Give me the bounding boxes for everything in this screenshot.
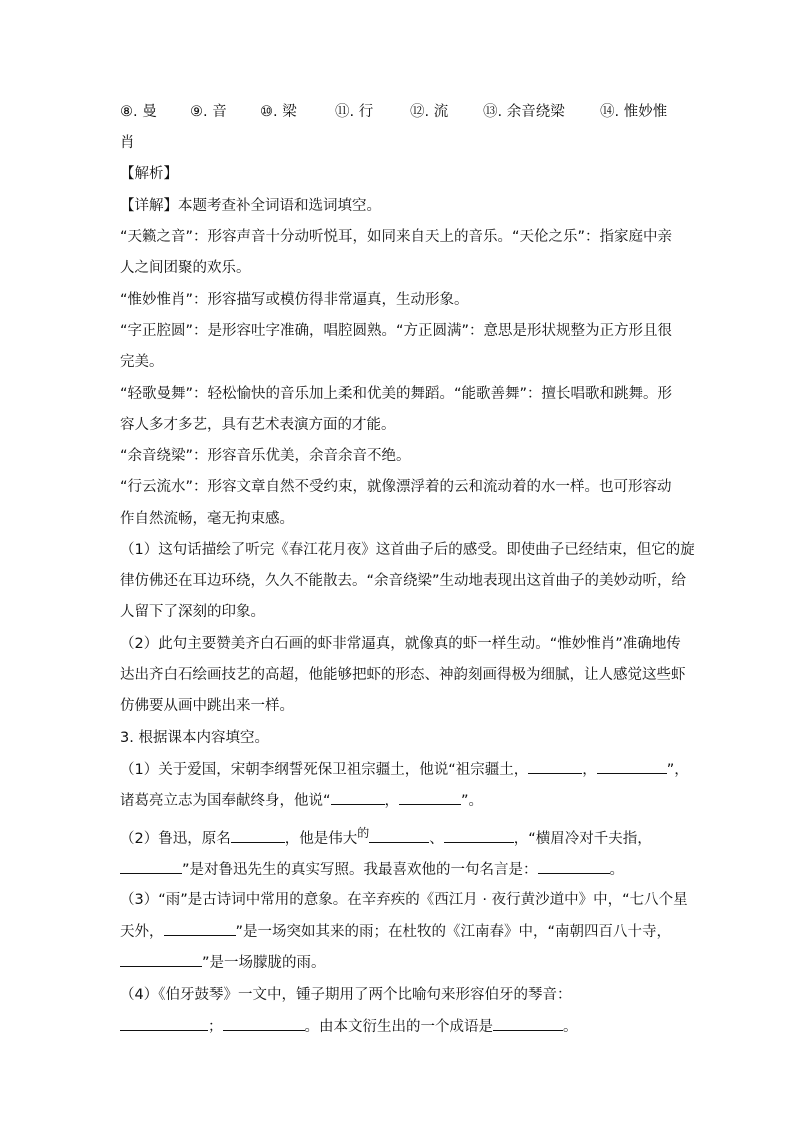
detail-paragraph: 人留下了深刻的印象。 — [120, 604, 265, 620]
question-text: 、 — [429, 831, 444, 847]
question-text: ”是一场突如其来的雨；在杜牧的《江南春》中，“南朝四百八十寺， — [235, 924, 672, 940]
answer-9: ⑨. 音 — [190, 104, 227, 120]
detail-paragraph: 达出齐白石绘画技艺的高超，他能够把虾的形态、神韵刻画得极为细腻，让人感觉这些虾 — [120, 667, 686, 683]
question-text: ，“横眉冷对千夫指， — [513, 831, 652, 847]
detail-paragraph: 人之间团聚的欢乐。 — [120, 260, 251, 276]
detail-paragraph: 仿佛要从画中跳出来一样。 — [120, 698, 294, 714]
question-text: ； — [208, 1019, 223, 1035]
fill-blank[interactable] — [331, 790, 385, 805]
fill-blank[interactable] — [120, 952, 202, 967]
question-text: ”是对鲁迅先生的真实写照。我最喜欢他的一句名言是： — [182, 862, 538, 878]
question-text: 天外， — [120, 924, 164, 940]
fill-blank[interactable] — [164, 921, 236, 936]
fill-blank[interactable] — [120, 1016, 208, 1031]
question-3-item-3-cont — [120, 921, 671, 942]
question-text: ， — [582, 762, 597, 778]
answer-8: ⑧. 曼 — [120, 104, 157, 120]
fill-blank[interactable] — [223, 1016, 305, 1031]
question-text: 。 — [609, 862, 625, 878]
fill-blank[interactable] — [528, 759, 582, 774]
question-3-item-2 — [120, 828, 652, 849]
question-text: ”是一场朦胧的雨。 — [202, 955, 326, 971]
detail-paragraph: 律仿佛还在耳边环绕，久久不能散去。“余音绕梁”生动地表现出这首曲子的美妙动听，给 — [120, 573, 687, 589]
answer-14: ⑭. 惟妙惟 — [600, 104, 668, 120]
question-3-item-3: （3）“雨”是古诗词中常用的意象。在辛弃疾的《西江月 · 夜行黄沙道中》中，“七八个星 — [120, 892, 688, 908]
question-text: ，他是伟大 — [284, 831, 358, 847]
question-text: （2）鲁迅，原名 — [120, 831, 231, 847]
fill-blank[interactable] — [399, 790, 461, 805]
question-text: 。由本文衍生出的一个成语是 — [304, 1019, 493, 1035]
question-text: 的 — [357, 826, 370, 840]
detail-paragraph: “惟妙惟肖”：形容描写或模仿得非常逼真，生动形象。 — [120, 292, 469, 308]
detail-paragraph: （2）此句主要赞美齐白石画的虾非常逼真，就像真的虾一样生动。“惟妙惟肖”准确地传 — [120, 636, 681, 652]
question-text: ， — [384, 793, 400, 809]
detail-paragraph: “行云流水”：形容文章自然不受约束，就像漂浮着的云和流动着的水一样。也可形容动 — [120, 479, 672, 495]
fill-blank[interactable] — [231, 828, 285, 843]
detail-paragraph: 完美。 — [120, 354, 164, 370]
detail-paragraph: 容人多才多艺，具有艺术表演方面的才能。 — [120, 417, 396, 433]
fill-blank[interactable] — [538, 859, 610, 874]
question-3-item-1 — [120, 759, 689, 780]
question-3-item-2-cont — [120, 859, 624, 880]
detail-paragraph: 作自然流畅，毫无拘束感。 — [120, 511, 294, 527]
analysis-heading: 【解析】 — [120, 166, 178, 182]
fill-blank[interactable] — [120, 859, 182, 874]
question-text: 诸葛亮立志为国奉献终身，他说“ — [120, 793, 331, 809]
question-3-item-1-cont — [120, 790, 483, 811]
question-text: ”， — [666, 762, 689, 778]
answer-13: ⑬. 余音绕梁 — [483, 104, 565, 120]
detail-intro: 【详解】本题考查补全词语和选词填空。 — [120, 198, 381, 214]
detail-paragraph: （1）这句话描绘了听完《春江花月夜》这首曲子后的感受。即使曲子已经结束，但它的旋 — [120, 542, 695, 558]
answer-10: ⑩. 梁 — [260, 104, 297, 120]
answer-12: ⑫. 流 — [410, 104, 449, 120]
question-3-item-3-cont2 — [120, 952, 326, 973]
fill-blank[interactable] — [493, 1016, 563, 1031]
question-3-item-4: （4）《伯牙鼓琴》一文中，锺子期用了两个比喻句来形容伯牙的琴音： — [120, 987, 572, 1003]
question-3-item-4-cont — [120, 1016, 578, 1037]
question-text: （1）关于爱国，宋朝李纲誓死保卫祖宗疆土，他说“祖宗疆土， — [120, 762, 529, 778]
detail-paragraph: “天籁之音”：形容声音十分动听悦耳，如同来自天上的音乐。“天伦之乐”：指家庭中亲 — [120, 229, 673, 245]
question-text: 。 — [563, 1019, 578, 1035]
fill-blank[interactable] — [369, 828, 429, 843]
answer-14-continued: 肖 — [120, 135, 135, 151]
question-text: ”。 — [461, 793, 484, 809]
detail-paragraph: “字正腔圆”：是形容吐字准确，唱腔圆熟。“方正圆满”：意思是形状规整为正方形且很 — [120, 323, 673, 339]
question-3-title: 3. 根据课本内容填空。 — [120, 730, 269, 746]
detail-paragraph: “余音绕梁”：形容音乐优美，余音余音不绝。 — [120, 448, 411, 464]
answer-11: ⑪. 行 — [335, 104, 374, 120]
fill-blank[interactable] — [597, 759, 667, 774]
detail-paragraph: “轻歌曼舞”：轻松愉快的音乐加上柔和优美的舞蹈。“能歌善舞”：擅长唱歌和跳舞。形 — [120, 386, 673, 402]
fill-blank[interactable] — [444, 828, 514, 843]
